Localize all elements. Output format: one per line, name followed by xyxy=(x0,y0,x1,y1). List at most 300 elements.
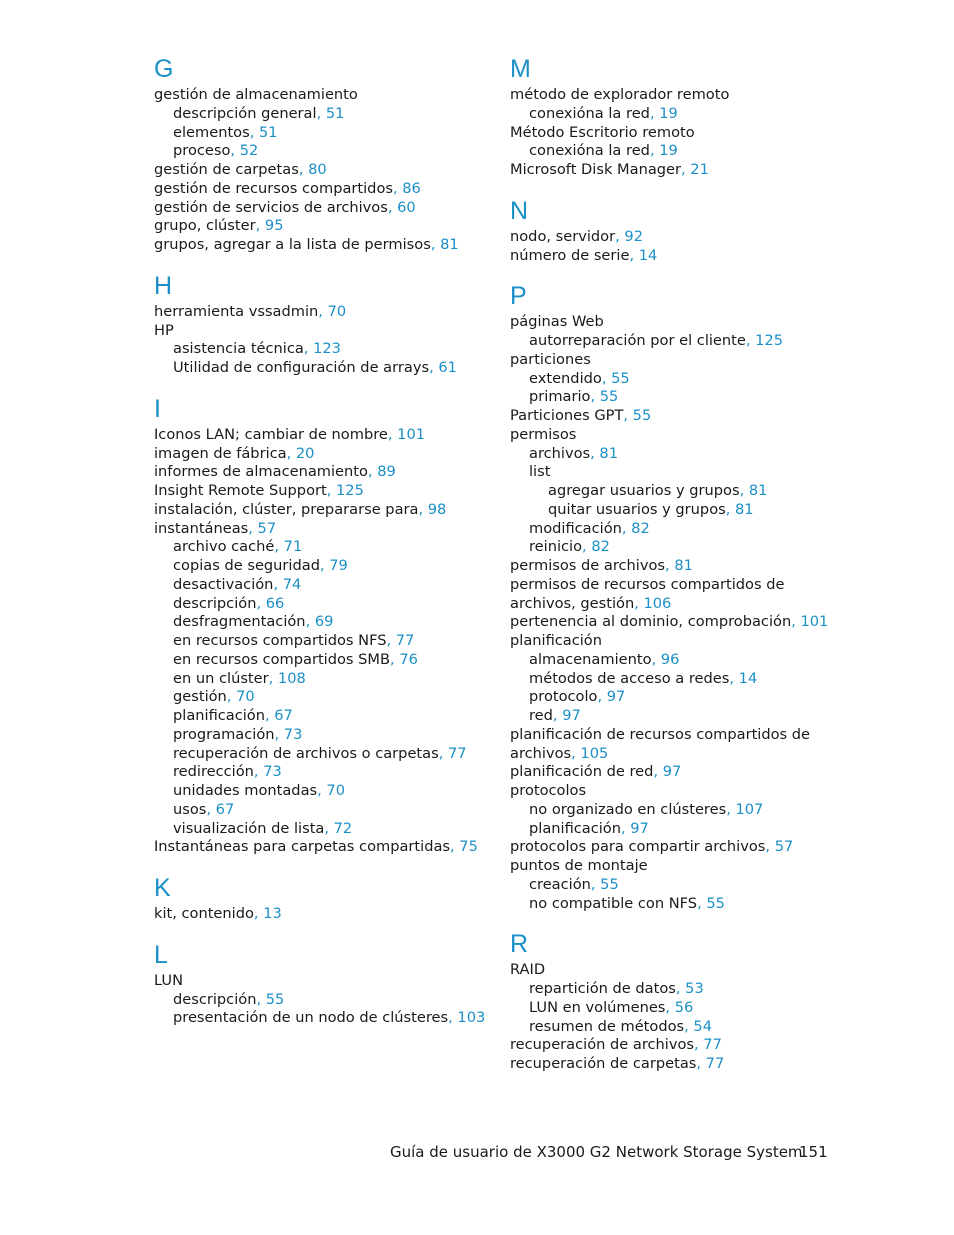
page-link[interactable]: 67 xyxy=(215,800,235,818)
entry-separator: , xyxy=(226,688,237,706)
index-column-left xyxy=(154,52,494,1042)
entry-term: kit, contenido xyxy=(154,905,254,922)
page-link[interactable]: 77 xyxy=(703,1036,722,1054)
page-link[interactable]: 95 xyxy=(264,217,284,235)
entry-term: protocolo xyxy=(529,688,598,706)
entry-separator: , xyxy=(450,838,460,856)
entry-separator: , xyxy=(649,142,660,160)
entry-term: primario xyxy=(529,388,591,406)
entry-separator: , xyxy=(255,217,265,235)
entry-term: list xyxy=(529,463,551,481)
entry-separator: , xyxy=(430,236,441,253)
entry-separator: , xyxy=(256,990,266,1008)
entry-term: Iconos LAN; cambiar de nombre xyxy=(154,425,388,443)
entry-term: gestión de recursos compartidos xyxy=(154,179,393,197)
section-letter: K xyxy=(154,874,171,902)
index-entry xyxy=(510,247,840,266)
index-entry xyxy=(510,501,840,520)
index-entry xyxy=(154,322,494,341)
page-link[interactable]: 20 xyxy=(295,444,315,462)
entry-separator: , xyxy=(745,332,756,349)
entry-term: puntos de montaje xyxy=(510,857,648,874)
entry-term: RAID xyxy=(510,961,546,979)
footer-title: Guía de usuario de X3000 G2 Network Storage System xyxy=(390,1143,803,1161)
entry-term: en recursos compartidos SMB xyxy=(173,650,391,668)
index-entry xyxy=(510,124,840,143)
entry-term: protocolos para compartir archivos xyxy=(510,838,766,856)
entry-separator: , xyxy=(448,1009,458,1027)
entry-term: imagen de fábrica xyxy=(154,444,287,462)
page-link[interactable]: 57 xyxy=(774,838,794,856)
entry-term: recuperación de archivos xyxy=(510,1036,695,1054)
entry-term: desactivación xyxy=(173,575,274,593)
page-link[interactable]: 74 xyxy=(282,575,302,593)
entry-separator: , xyxy=(697,894,707,912)
index-entry xyxy=(510,557,840,576)
page-link[interactable]: 54 xyxy=(693,1017,712,1035)
page-link[interactable]: 13 xyxy=(263,905,282,922)
page-link[interactable]: 72 xyxy=(333,819,353,837)
entry-separator: , xyxy=(791,613,801,631)
index-entry xyxy=(510,482,840,501)
entry-separator: , xyxy=(274,538,284,556)
index-entry xyxy=(510,332,840,351)
section-letter: R xyxy=(510,930,529,959)
page-link[interactable]: 55 xyxy=(632,407,652,424)
index-section-i xyxy=(154,392,494,857)
entry-term: grupos, agregar a la lista de permisos xyxy=(154,236,431,253)
entry-separator: , xyxy=(249,123,259,141)
index-entry xyxy=(510,857,840,876)
index-section-g xyxy=(154,52,494,255)
page-link[interactable]: 55 xyxy=(265,990,285,1008)
entry-term: Particiones GPT xyxy=(510,407,624,424)
section-letter: M xyxy=(510,55,531,83)
entry-separator: , xyxy=(387,198,398,216)
entry-term: número de serie xyxy=(510,246,630,264)
entry-separator: , xyxy=(326,482,337,499)
page-link[interactable]: 81 xyxy=(748,482,768,499)
page-link[interactable]: 81 xyxy=(674,557,693,574)
index-entry xyxy=(154,557,494,576)
entry-separator: , xyxy=(253,763,264,781)
entry-term: protocolos xyxy=(510,782,587,799)
entry-separator: , xyxy=(274,725,284,743)
index-entry xyxy=(510,961,840,980)
entry-term: método de explorador remoto xyxy=(510,86,730,103)
index-entry xyxy=(510,820,840,839)
entry-separator: , xyxy=(268,669,278,687)
page-link[interactable]: 77 xyxy=(447,744,467,762)
index-entry xyxy=(154,105,494,124)
index-entry xyxy=(510,651,840,670)
entry-term: herramienta vssadmin xyxy=(154,302,319,320)
entry-term: presentación de un nodo de clústeres xyxy=(173,1009,449,1027)
page-link[interactable]: 81 xyxy=(599,444,618,462)
index-entry xyxy=(510,613,840,632)
page-link[interactable]: 55 xyxy=(599,388,619,406)
page-link[interactable]: 103 xyxy=(457,1009,486,1027)
entry-term: repartición de datos xyxy=(529,980,676,997)
entry-term: proceso xyxy=(173,142,231,160)
entry-separator: , xyxy=(386,632,396,649)
index-entry xyxy=(510,426,840,445)
page-link[interactable]: 98 xyxy=(427,500,447,518)
entry-separator: , xyxy=(298,161,309,178)
entry-separator: , xyxy=(367,463,378,481)
entry-term: resumen de métodos xyxy=(529,1017,685,1035)
entry-term: informes de almacenamiento xyxy=(154,463,368,481)
index-entry xyxy=(510,1055,840,1074)
entry-term: descripción xyxy=(173,990,257,1008)
entry-term: pertenencia al dominio, comprobación xyxy=(510,613,792,631)
page-link[interactable]: 107 xyxy=(735,800,764,818)
index-entry xyxy=(154,707,494,726)
page-link[interactable]: 51 xyxy=(325,104,345,122)
entry-separator: , xyxy=(615,227,625,245)
index-entry xyxy=(154,613,494,632)
page-link[interactable]: 76 xyxy=(399,650,418,668)
entry-separator: , xyxy=(649,104,660,122)
index-entry xyxy=(154,199,494,218)
entry-separator: , xyxy=(418,500,428,518)
page-link[interactable]: 55 xyxy=(611,369,630,387)
entry-term: planificación de red xyxy=(510,763,654,781)
entry-term: extendido xyxy=(529,369,602,387)
entry-term: Microsoft Disk Manager xyxy=(510,161,682,178)
page-link[interactable]: 125 xyxy=(336,482,364,499)
index-entry xyxy=(510,228,840,247)
index-section-m xyxy=(510,52,840,180)
page-link[interactable]: 86 xyxy=(402,179,421,197)
entry-separator: , xyxy=(739,482,749,499)
entry-term: planificación de recursos compartidos de archivos xyxy=(510,725,811,762)
index-entry xyxy=(154,991,494,1010)
index-entry xyxy=(510,801,840,820)
index-entry xyxy=(510,463,840,482)
index-entry xyxy=(154,782,494,801)
entry-separator: , xyxy=(601,369,612,387)
index-entry xyxy=(154,124,494,143)
entry-term: particiones xyxy=(510,350,591,368)
entry-term: instantáneas xyxy=(154,519,249,537)
entry-separator: , xyxy=(694,1036,704,1054)
page-link[interactable]: 51 xyxy=(259,123,278,141)
page-link[interactable]: 73 xyxy=(283,725,303,743)
page-link[interactable]: 52 xyxy=(239,142,259,160)
page-link[interactable]: 70 xyxy=(326,782,345,799)
page-link[interactable]: 55 xyxy=(600,875,619,893)
entry-term: métodos de acceso a redes xyxy=(529,669,730,687)
entry-term: gestión xyxy=(173,688,227,706)
entry-term: gestión de almacenamiento xyxy=(154,86,358,103)
index-entry xyxy=(154,142,494,161)
entry-separator: , xyxy=(438,744,448,762)
entry-separator: , xyxy=(765,838,775,856)
index-entry xyxy=(154,501,494,520)
entry-separator: , xyxy=(597,688,607,706)
entry-separator: , xyxy=(248,519,258,537)
page-link[interactable]: 60 xyxy=(397,198,416,216)
entry-separator: , xyxy=(571,744,581,762)
entry-term: recuperación de carpetas xyxy=(510,1055,697,1072)
entry-term: programación xyxy=(173,725,275,743)
index-entry xyxy=(510,763,840,782)
page-number: 151 xyxy=(799,1143,828,1161)
index-entry xyxy=(510,576,840,614)
entry-term: conexióna la red xyxy=(529,142,650,160)
entry-term: no organizado en clústeres xyxy=(529,800,727,818)
page-link[interactable]: 70 xyxy=(327,302,347,320)
page-link[interactable]: 82 xyxy=(591,538,610,556)
section-letter: N xyxy=(510,196,529,225)
index-entry xyxy=(154,86,494,105)
page-link[interactable]: 56 xyxy=(674,998,694,1016)
page-link[interactable]: 19 xyxy=(659,142,678,160)
page-link[interactable]: 97 xyxy=(562,707,581,724)
index-entry xyxy=(510,313,840,332)
index-entry xyxy=(510,388,840,407)
page-link[interactable]: 71 xyxy=(283,538,303,556)
entry-term: LUN xyxy=(154,971,184,989)
page-link[interactable]: 77 xyxy=(705,1055,725,1072)
index-entry xyxy=(510,1018,840,1037)
index-section-l xyxy=(154,938,494,1028)
index-entry xyxy=(154,632,494,651)
page-link[interactable]: 69 xyxy=(314,613,334,631)
index-entry xyxy=(510,782,840,801)
entry-term: permisos de archivos xyxy=(510,557,666,574)
entry-separator: , xyxy=(621,519,632,537)
entry-term: reinicio xyxy=(529,538,583,556)
page-link[interactable]: 80 xyxy=(308,161,327,178)
index-entry xyxy=(510,670,840,689)
index-entry xyxy=(154,745,494,764)
index-entry xyxy=(154,445,494,464)
index-entry xyxy=(510,161,840,180)
entry-separator: , xyxy=(590,444,600,462)
page-link[interactable]: 61 xyxy=(438,359,457,376)
entry-term: modificación xyxy=(529,519,622,537)
entry-separator: , xyxy=(590,388,600,406)
section-letter: I xyxy=(154,394,161,423)
entry-term: copias de seguridad xyxy=(173,557,320,574)
page-link[interactable]: 105 xyxy=(580,744,609,762)
entry-term: desfragmentación xyxy=(173,613,306,631)
index-entry xyxy=(154,688,494,707)
index-entry xyxy=(510,86,840,105)
entry-term: autorreparación por el cliente xyxy=(529,332,746,349)
entry-term: elementos xyxy=(173,123,250,141)
page-link[interactable]: 81 xyxy=(440,236,459,253)
entry-term: quitar usuarios y grupos xyxy=(548,500,726,518)
entry-separator: , xyxy=(620,819,631,837)
index-entry xyxy=(510,370,840,389)
index-entry xyxy=(510,1036,840,1055)
section-letter: G xyxy=(154,55,174,83)
section-letter: L xyxy=(154,940,168,969)
index-entry xyxy=(154,236,494,255)
entry-term: planificación xyxy=(529,819,621,837)
page-link[interactable]: 73 xyxy=(263,763,282,781)
index-entry xyxy=(154,801,494,820)
entry-term: agregar usuarios y grupos xyxy=(548,482,740,499)
index-section-n xyxy=(510,194,840,266)
index-entry xyxy=(154,520,494,539)
entry-term: descripción xyxy=(173,594,257,612)
page-link[interactable]: 92 xyxy=(624,227,643,245)
entry-term: en recursos compartidos NFS xyxy=(173,632,387,649)
entry-term: Utilidad de configuración de arrays xyxy=(173,359,430,376)
entry-separator: , xyxy=(582,538,592,556)
index-entry xyxy=(510,876,840,895)
entry-term: permisos de recursos compartidos de archivos, gestión xyxy=(510,575,785,612)
page-link[interactable]: 101 xyxy=(800,613,829,631)
entry-term: archivos xyxy=(529,444,591,462)
entry-separator: , xyxy=(303,340,314,358)
entry-term: recuperación de archivos o carpetas xyxy=(173,744,439,762)
index-entry xyxy=(154,180,494,199)
index-entry xyxy=(510,142,840,161)
page-link[interactable]: 97 xyxy=(630,819,649,837)
page-link[interactable]: 14 xyxy=(638,246,658,264)
entry-term: creación xyxy=(529,875,591,893)
index-entry xyxy=(154,820,494,839)
page-link[interactable]: 66 xyxy=(265,594,285,612)
entry-separator: , xyxy=(653,763,663,781)
entry-separator: , xyxy=(390,650,400,668)
entry-term: conexióna la red xyxy=(529,104,650,122)
index-section-r xyxy=(510,927,840,1074)
entry-separator: , xyxy=(256,594,266,612)
entry-term: planificación xyxy=(510,632,602,649)
entry-separator: , xyxy=(324,819,334,837)
entry-separator: , xyxy=(665,998,675,1016)
entry-term: unidades montadas xyxy=(173,782,318,799)
index-entry xyxy=(510,632,840,651)
entry-term: asistencia técnica xyxy=(173,340,304,358)
index-entry xyxy=(510,688,840,707)
index-entry xyxy=(154,340,494,359)
page-link[interactable]: 81 xyxy=(735,500,754,518)
entry-term: gestión de carpetas xyxy=(154,161,299,178)
entry-separator: , xyxy=(273,575,283,593)
index-entry xyxy=(154,972,494,991)
page-link[interactable]: 57 xyxy=(257,519,277,537)
entry-separator: , xyxy=(629,246,639,264)
page-link[interactable]: 97 xyxy=(662,763,682,781)
entry-term: redirección xyxy=(173,763,254,781)
entry-separator: , xyxy=(264,707,275,724)
page-link[interactable]: 70 xyxy=(236,688,255,706)
index-entry xyxy=(510,105,840,124)
entry-separator: , xyxy=(590,875,601,893)
page-link[interactable]: 106 xyxy=(643,594,672,612)
page-link[interactable]: 19 xyxy=(659,104,678,122)
entry-separator: , xyxy=(317,782,327,799)
index-section-p xyxy=(510,279,840,913)
page-link[interactable]: 53 xyxy=(685,980,704,997)
index-entry xyxy=(510,445,840,464)
index-entry xyxy=(510,520,840,539)
entry-term: descripción general xyxy=(173,104,317,122)
index-entry xyxy=(154,463,494,482)
index-column-right xyxy=(510,52,840,1088)
entry-separator: , xyxy=(726,800,736,818)
entry-term: Insight Remote Support xyxy=(154,482,327,499)
entry-separator: , xyxy=(318,302,328,320)
index-entry xyxy=(154,217,494,236)
entry-separator: , xyxy=(316,104,326,122)
page-link[interactable]: 82 xyxy=(631,519,650,537)
entry-term: archivo caché xyxy=(173,538,275,556)
index-entry xyxy=(510,726,840,764)
entry-separator: , xyxy=(623,407,633,424)
page-link[interactable]: 123 xyxy=(313,340,341,358)
index-entry xyxy=(154,670,494,689)
index-entry xyxy=(510,838,840,857)
index-entry xyxy=(510,999,840,1018)
entry-separator: , xyxy=(305,613,315,631)
entry-term: no compatible con NFS xyxy=(529,894,698,912)
index-entry xyxy=(510,980,840,999)
entry-separator: , xyxy=(681,161,691,178)
entry-separator: , xyxy=(230,142,240,160)
index-section-k xyxy=(154,871,494,924)
index-entry xyxy=(154,651,494,670)
entry-separator: , xyxy=(696,1055,706,1072)
entry-separator: , xyxy=(387,425,398,443)
page-link[interactable]: 108 xyxy=(277,669,306,687)
entry-term: Instantáneas para carpetas compartidas xyxy=(154,838,451,856)
entry-term: red xyxy=(529,707,553,724)
index-section-h xyxy=(154,269,494,378)
entry-separator: , xyxy=(675,980,686,997)
entry-separator: , xyxy=(392,179,403,197)
index-entry xyxy=(510,707,840,726)
page-link[interactable]: 21 xyxy=(690,161,709,178)
index-entry xyxy=(154,726,494,745)
page-link[interactable]: 67 xyxy=(274,707,293,724)
entry-separator: , xyxy=(429,359,439,376)
page-link[interactable]: 75 xyxy=(459,838,478,856)
entry-term: visualización de lista xyxy=(173,819,325,837)
entry-term: instalación, clúster, prepararse para xyxy=(154,500,419,518)
index-entry xyxy=(154,576,494,595)
entry-separator: , xyxy=(634,594,644,612)
page-link[interactable]: 55 xyxy=(706,894,725,912)
index-entry xyxy=(154,426,494,445)
index-entry xyxy=(510,407,840,426)
page-link[interactable]: 101 xyxy=(397,425,426,443)
entry-term: gestión de servicios de archivos xyxy=(154,198,388,216)
page-link[interactable]: 96 xyxy=(660,650,680,668)
entry-separator: , xyxy=(684,1017,694,1035)
page-link[interactable]: 89 xyxy=(377,463,396,481)
page-link[interactable]: 125 xyxy=(755,332,783,349)
page-link[interactable]: 77 xyxy=(395,632,415,649)
section-letter: P xyxy=(510,282,527,311)
entry-separator: , xyxy=(665,557,675,574)
entry-separator: , xyxy=(729,669,739,687)
entry-term: HP xyxy=(154,321,174,339)
entry-term: grupo, clúster xyxy=(154,217,256,235)
page-link[interactable]: 97 xyxy=(606,688,626,706)
page-link[interactable]: 14 xyxy=(738,669,758,687)
entry-separator: , xyxy=(253,905,264,922)
page-link[interactable]: 79 xyxy=(329,557,348,574)
entry-term: LUN en volúmenes xyxy=(529,998,666,1016)
